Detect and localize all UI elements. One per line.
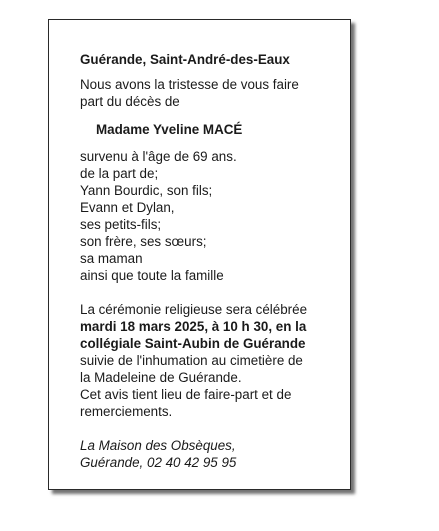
intro-line: Nous avons la tristesse de vous faire <box>80 77 299 92</box>
detail-line: ainsi que toute la famille <box>80 268 224 283</box>
funeral-home-name: La Maison des Obsèques, <box>80 438 236 453</box>
detail-line: Yann Bourdic, son fils; <box>80 183 213 198</box>
notice-heading: Guérande, Saint-André-des-Eaux <box>80 52 290 67</box>
deceased-name: Madame Yveline MACÉ <box>96 122 243 137</box>
detail-line: sa maman <box>80 251 143 266</box>
detail-line: son frère, ses sœurs; <box>80 234 207 249</box>
detail-line: de la part de; <box>80 166 159 181</box>
ceremony-line: Cet avis tient lieu de faire-part et de <box>80 387 292 402</box>
ceremony-line: remerciements. <box>80 404 173 419</box>
notice-content <box>80 51 342 471</box>
intro-text <box>80 76 342 110</box>
ceremony-line: La cérémonie religieuse sera célébrée <box>80 302 308 317</box>
ceremony-line: suivie de l'inhumation au cimetière de <box>80 353 303 368</box>
spacer <box>80 420 342 437</box>
funeral-home-contact: Guérande, 02 40 42 95 95 <box>80 455 237 470</box>
detail-line: Evann et Dylan, <box>80 200 175 215</box>
spacer <box>80 284 342 301</box>
intro-line: part du décès de <box>80 94 180 109</box>
family-details <box>80 148 342 284</box>
ceremony-location: collégiale Saint-Aubin de Guérande <box>80 336 306 351</box>
death-notice <box>48 19 351 490</box>
ceremony-date: mardi 18 mars 2025, à 10 h 30, en la <box>80 319 307 334</box>
ceremony-line: la Madeleine de Guérande. <box>80 370 242 385</box>
detail-line: survenu à l'âge de 69 ans. <box>80 149 237 164</box>
ceremony-info <box>80 301 342 420</box>
funeral-home <box>80 437 342 471</box>
detail-line: ses petits-fils; <box>80 217 162 232</box>
